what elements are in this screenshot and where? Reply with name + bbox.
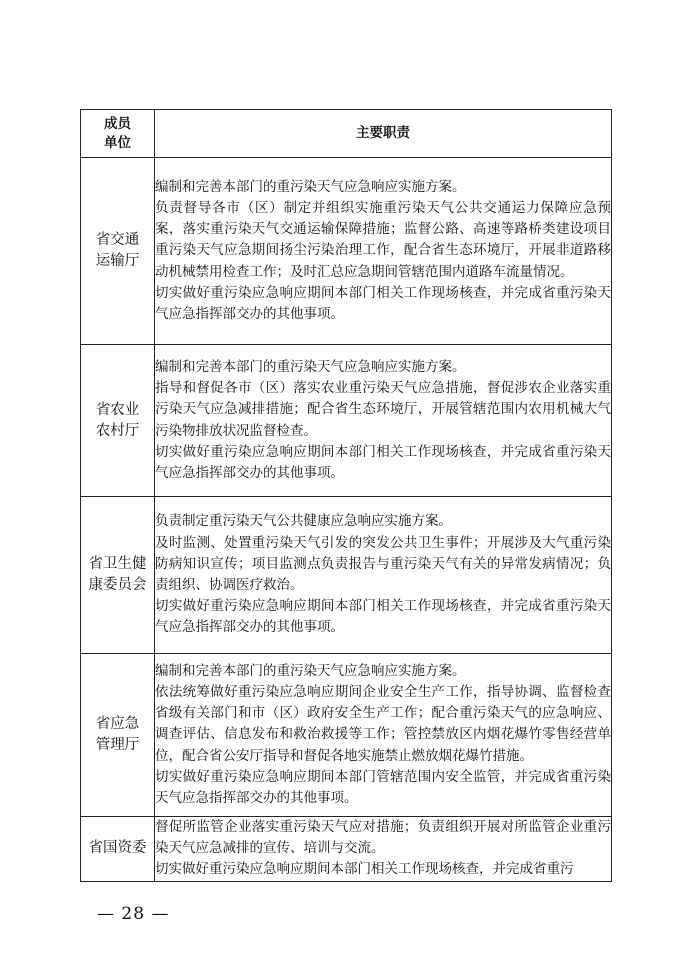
header-duty (155, 110, 612, 158)
header-unit (81, 110, 155, 158)
duty-paragraph: 依法统筹做好重污染应急响应期间企业安全生产工作，指导协调、监督检查省级有关部门和市（区）政府安全生产工作；配合重污染天气的应急响应、调查评估、信息发布和救治救援等工作；管控禁放区内烟花爆竹零售经营单位，配合省公安厅指导和督促各地实施禁止燃放烟花爆竹措施。 (155, 683, 611, 764)
duty-paragraph: 负责督导各市（区）制定并组织实施重污染天气公共交通运力保障应急预案，落实重污染天气交通运输保障措施；监督公路、高速等路桥类建设项目重污染天气应急期间扬尘污染治理工作，配合省生态环境厅，开展非道路移动机械禁用检查工作；及时汇总应急期间管辖范围内道路车流量情况。 (155, 199, 611, 280)
table-row (81, 497, 612, 654)
duty-paragraph: 编制和完善本部门的重污染天气应急响应实施方案。 (155, 662, 466, 679)
duty-paragraph: 切实做好重污染应急响应期间本部门相关工作现场核查，并完成省重污染天气应急指挥部交办的其他事项。 (155, 443, 611, 481)
unit-cell (81, 654, 155, 817)
unit-name: 省应急 管理厅 (95, 716, 140, 753)
unit-cell (81, 345, 155, 497)
table-row (81, 158, 612, 345)
duty-paragraph: 切实做好重污染应急响应期间本部门相关工作现场核查，并完成省重污染天气应急指挥部交办的其他事项。 (155, 598, 611, 636)
unit-cell (81, 817, 155, 882)
header-unit-label: 成员 单位 (104, 115, 131, 151)
table-row (81, 345, 612, 497)
duty-table (80, 109, 612, 882)
unit-name: 省农业 农村厅 (95, 401, 140, 439)
duty-cell (155, 158, 612, 345)
table-header-row (81, 110, 612, 158)
table-row (81, 817, 612, 882)
page-number: — 28 — (97, 904, 170, 924)
header-duty-label: 主要职责 (356, 125, 410, 141)
unit-name: 省交通 运输厅 (95, 232, 140, 269)
duty-cell (155, 497, 612, 654)
duty-paragraph: 负责制定重污染天气公共健康应急响应实施方案。 (155, 513, 452, 530)
duty-paragraph: 督促所监管企业落实重污染天气应对措施；负责组织开展对所监管企业重污染天气应急减排的宣传、培训与交流。 (155, 819, 611, 857)
duty-paragraph: 及时监测、处置重污染天气引发的突发公共卫生事件；开展涉及大气重污染防病知识宣传；项目监测点负责报告与重污染天气有关的异常发病情况；负责组织、协调医疗救治。 (155, 534, 611, 593)
duty-paragraph: 编制和完善本部门的重污染天气应急响应实施方案。 (155, 358, 466, 375)
unit-name: 省国资委 (88, 840, 147, 857)
duty-paragraph: 切实做好重污染应急响应期间本部门相关工作现场核查，并完成省重污染天气应急指挥部交办的其他事项。 (155, 284, 611, 322)
duty-cell (155, 817, 612, 882)
duty-paragraph: 指导和督促各市（区）落实农业重污染天气应急措施，督促涉农企业落实重污染天气应急减排措施；配合省生态环境厅，开展管辖范围内农用机械大气污染物排放状况监督检查。 (155, 380, 611, 439)
duty-cell (155, 345, 612, 497)
duty-paragraph: 编制和完善本部门的重污染天气应急响应实施方案。 (155, 178, 466, 195)
table-row (81, 654, 612, 817)
duty-cell (155, 654, 612, 817)
unit-name: 省卫生健 康委员会 (88, 556, 147, 593)
unit-cell (81, 158, 155, 345)
duty-paragraph: 切实做好重污染应急响应期间本部门管辖范围内安全监管，并完成省重污染天气应急指挥部交办的其他事项。 (155, 768, 611, 806)
duty-paragraph: 切实做好重污染应急响应期间本部门相关工作现场核查，并完成省重污 (155, 861, 574, 878)
unit-cell (81, 497, 155, 654)
